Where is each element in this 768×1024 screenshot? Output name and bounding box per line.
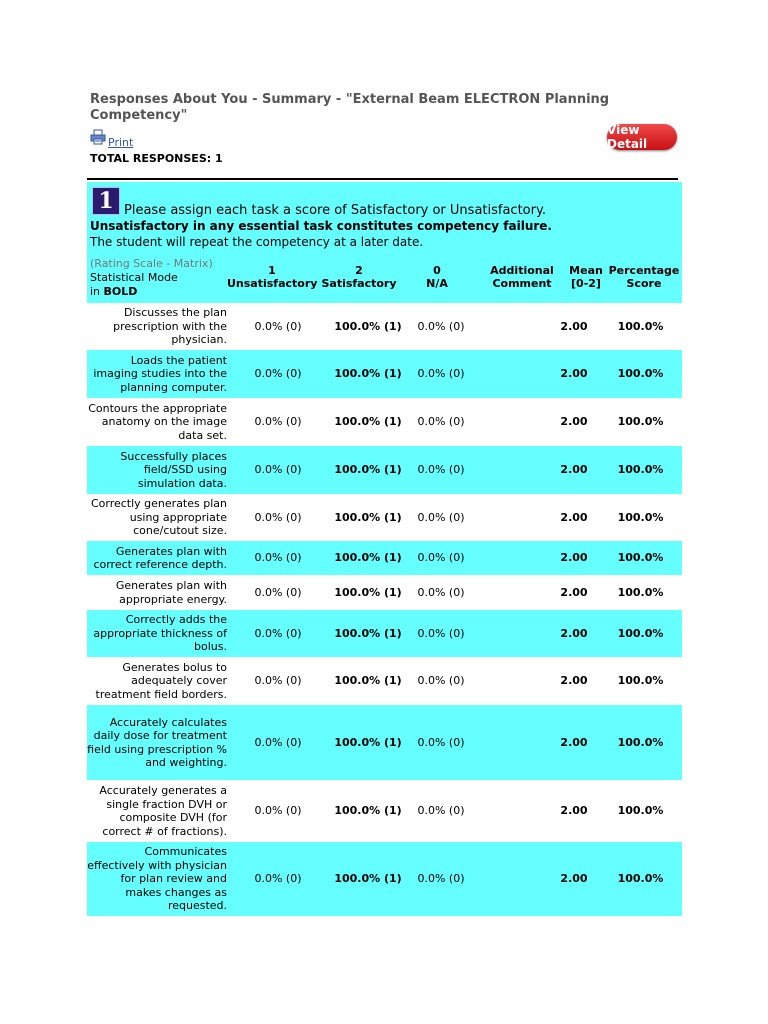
table-row: [87, 350, 682, 398]
unsatisfactory-value: 0.0% (0): [233, 610, 323, 657]
satisfactory-value: 100.0% (1): [323, 610, 413, 657]
mode-label: Statistical Mode: [90, 271, 178, 284]
print-link[interactable]: [90, 129, 133, 148]
mean-value: 2.00: [560, 510, 588, 524]
mean-value: 2.00: [549, 446, 599, 494]
table-row: [87, 494, 682, 541]
satisfactory-value: 100.0% (1): [334, 804, 402, 818]
percentage-value: 100.0%: [599, 705, 682, 780]
percentage-value: 100.0%: [599, 446, 682, 494]
percentage-value: 100.0%: [617, 674, 664, 688]
na-value: 0.0% (0): [417, 510, 465, 524]
question-number-badge: 1: [92, 187, 120, 215]
comment-value: [469, 494, 549, 541]
results-table: [87, 303, 682, 916]
col-percentage-header: Percentage Score: [608, 264, 680, 290]
na-value: 0.0% (0): [413, 350, 469, 398]
table-row: [87, 705, 682, 780]
mean-value: 2.00: [560, 674, 588, 688]
task-label: Accurately calculates daily dose for treatment field using prescription % and weighting.: [87, 705, 233, 780]
mean-value: 2.00: [560, 319, 588, 333]
satisfactory-value: 100.0% (1): [334, 510, 402, 524]
satisfactory-value: 100.0% (1): [334, 319, 402, 333]
print-label[interactable]: Print: [108, 136, 134, 149]
table-row: [87, 446, 682, 494]
table-row: [87, 610, 682, 657]
satisfactory-value: 100.0% (1): [334, 585, 402, 599]
unsatisfactory-value: 0.0% (0): [254, 674, 302, 688]
comment-value: [469, 303, 549, 350]
satisfactory-value: 100.0% (1): [323, 541, 413, 575]
percentage-value: 100.0%: [599, 350, 682, 398]
mean-value: 2.00: [549, 705, 599, 780]
unsatisfactory-value: 0.0% (0): [233, 842, 323, 916]
na-value: 0.0% (0): [417, 585, 465, 599]
task-label: Correctly adds the appropriate thickness of bolus.: [87, 610, 233, 657]
table-row: [87, 842, 682, 916]
unsatisfactory-value: 0.0% (0): [233, 446, 323, 494]
question-instruction: Please assign each task a score of Satisfactory or Unsatisfactory.: [124, 203, 546, 218]
table-row: [87, 575, 682, 610]
view-detail-button[interactable]: View Detail: [607, 124, 677, 150]
task-label: Communicates effectively with physician for plan review and makes changes as requested.: [87, 842, 233, 916]
percentage-value: 100.0%: [617, 585, 664, 599]
task-label: Correctly generates plan using appropriate cone/cutout size.: [90, 497, 227, 538]
unsatisfactory-value: 0.0% (0): [254, 585, 302, 599]
unsatisfactory-value: 0.0% (0): [233, 541, 323, 575]
na-value: 0.0% (0): [417, 319, 465, 333]
percentage-value: 100.0%: [617, 804, 664, 818]
unsatisfactory-value: 0.0% (0): [254, 415, 302, 429]
rating-scale-note: (Rating Scale - Matrix): [90, 257, 213, 270]
comment-value: [469, 610, 549, 657]
comment-value: [469, 842, 549, 916]
question-header-panel: [87, 182, 682, 303]
col-unsatisfactory-header: 1 Unsatisfactory: [227, 264, 318, 290]
mean-value: 2.00: [560, 585, 588, 599]
unsatisfactory-value: 0.0% (0): [254, 804, 302, 818]
task-label: Generates plan with correct reference depth.: [87, 541, 233, 575]
satisfactory-value: 100.0% (1): [323, 446, 413, 494]
task-label: Accurately generates a single fraction DVH or composite DVH (for correct # of fractions).: [99, 784, 227, 838]
mean-value: 2.00: [549, 541, 599, 575]
satisfactory-value: 100.0% (1): [334, 674, 402, 688]
unsatisfactory-value: 0.0% (0): [254, 510, 302, 524]
task-label: Discusses the plan prescription with the physician.: [113, 306, 227, 347]
satisfactory-value: 100.0% (1): [323, 842, 413, 916]
col-mean-header: Mean [0-2]: [569, 264, 603, 290]
percentage-value: 100.0%: [617, 415, 664, 429]
unsatisfactory-value: 0.0% (0): [233, 705, 323, 780]
comment-value: [469, 541, 549, 575]
na-value: 0.0% (0): [417, 804, 465, 818]
mode-bold-label: in BOLD: [90, 285, 138, 298]
table-row: [87, 657, 682, 705]
mean-value: 2.00: [549, 842, 599, 916]
comment-value: [469, 350, 549, 398]
question-warning: Unsatisfactory in any essential task constitutes competency failure.: [90, 219, 552, 233]
na-value: 0.0% (0): [413, 610, 469, 657]
percentage-value: 100.0%: [599, 842, 682, 916]
mean-value: 2.00: [549, 610, 599, 657]
na-value: 0.0% (0): [413, 541, 469, 575]
comment-value: [469, 398, 549, 446]
na-value: 0.0% (0): [413, 446, 469, 494]
task-label: Loads the patient imaging studies into the planning computer.: [87, 350, 233, 398]
printer-icon[interactable]: [90, 129, 106, 145]
task-label: Contours the appropriate anatomy on the image data set.: [88, 401, 227, 442]
mean-value: 2.00: [549, 350, 599, 398]
percentage-value: 100.0%: [617, 510, 664, 524]
na-value: 0.0% (0): [413, 842, 469, 916]
percentage-value: 100.0%: [599, 541, 682, 575]
comment-value: [469, 657, 549, 705]
col-na-header: 0 N/A: [426, 264, 448, 290]
page-title: Responses About You - Summary - "External Beam ELECTRON Planning Competency": [90, 92, 610, 123]
unsatisfactory-value: 0.0% (0): [254, 319, 302, 333]
question-note: The student will repeat the competency at a later date.: [90, 235, 424, 249]
percentage-value: 100.0%: [599, 610, 682, 657]
table-row: [87, 780, 682, 842]
table-row: [87, 398, 682, 446]
comment-value: [469, 446, 549, 494]
task-label: Generates plan with appropriate energy.: [115, 579, 227, 606]
comment-value: [469, 780, 549, 842]
na-value: 0.0% (0): [417, 674, 465, 688]
satisfactory-value: 100.0% (1): [334, 415, 402, 429]
task-label: Generates bolus to adequately cover treatment field borders.: [95, 660, 227, 701]
comment-value: [469, 575, 549, 610]
na-value: 0.0% (0): [413, 705, 469, 780]
divider: [87, 178, 678, 180]
col-comment-header: Additional Comment: [490, 264, 554, 290]
na-value: 0.0% (0): [417, 415, 465, 429]
unsatisfactory-value: 0.0% (0): [233, 350, 323, 398]
mean-value: 2.00: [560, 804, 588, 818]
percentage-value: 100.0%: [617, 319, 664, 333]
mean-value: 2.00: [560, 415, 588, 429]
satisfactory-value: 100.0% (1): [323, 350, 413, 398]
comment-value: [469, 705, 549, 780]
total-responses: TOTAL RESPONSES: 1: [90, 152, 223, 165]
satisfactory-value: 100.0% (1): [323, 705, 413, 780]
col-satisfactory-header: 2 Satisfactory: [321, 264, 397, 290]
task-label: Successfully places field/SSD using simulation data.: [87, 446, 233, 494]
table-row: [87, 303, 682, 350]
table-row: [87, 541, 682, 575]
